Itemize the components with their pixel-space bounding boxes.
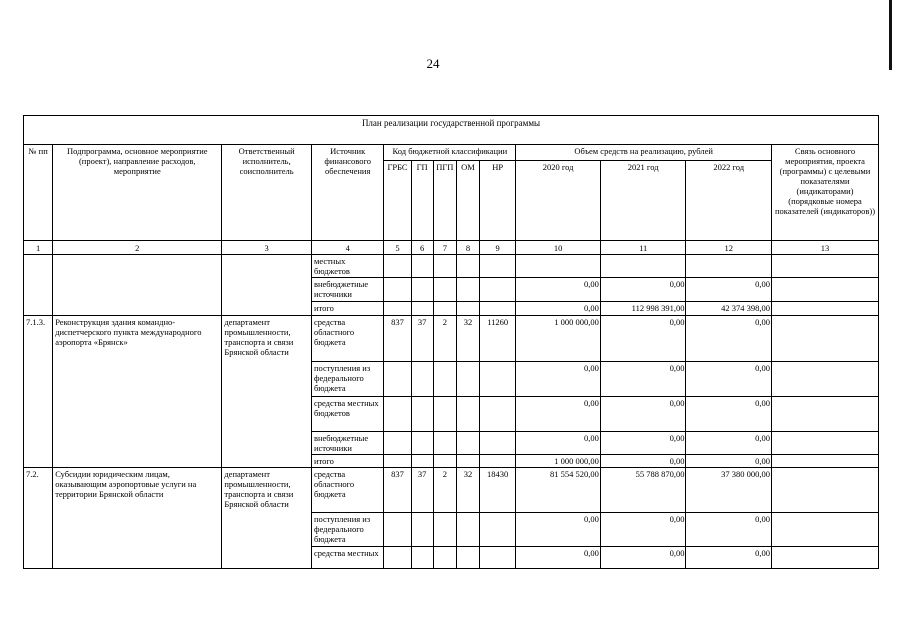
value-2020: 1 000 000,00 bbox=[516, 316, 601, 362]
header-year-2022: 2022 год bbox=[686, 161, 772, 241]
activity-name: Субсидии юридическим лицам, оказывающим аэропортовые услуги на территории Брянской области bbox=[53, 468, 222, 569]
source-cell: итого bbox=[311, 302, 383, 316]
table-row bbox=[24, 468, 879, 513]
col-number: 6 bbox=[411, 241, 433, 255]
source-cell: внебюджетные источники bbox=[311, 278, 383, 302]
value-2020: 0,00 bbox=[516, 432, 601, 455]
row-num-cell: 7.2. bbox=[24, 468, 53, 569]
header-indicators: Связь основного мероприятия, проекта (программы) с целевыми показателями (индикаторами) (порядковые номера показателей (индикаторов)) bbox=[772, 145, 879, 241]
col-number: 3 bbox=[222, 241, 312, 255]
header-grbs: ГРБС bbox=[384, 161, 411, 241]
kbk-gp: 37 bbox=[411, 468, 433, 513]
value-2021: 0,00 bbox=[600, 397, 686, 432]
kbk-pgp: 2 bbox=[433, 316, 456, 362]
value-2020: 0,00 bbox=[516, 302, 601, 316]
table-row bbox=[24, 316, 879, 362]
value-2021: 0,00 bbox=[600, 513, 686, 547]
value-2022: 37 380 000,00 bbox=[686, 468, 772, 513]
header-gp: ГП bbox=[411, 161, 433, 241]
source-cell: поступления из федерального бюджета bbox=[311, 362, 383, 397]
source-cell: итого bbox=[311, 455, 383, 468]
header-num: № пп bbox=[24, 145, 53, 241]
col-number: 5 bbox=[384, 241, 411, 255]
kbk-grbs: 837 bbox=[384, 316, 411, 362]
col-number: 12 bbox=[686, 241, 772, 255]
value-2022: 0,00 bbox=[686, 547, 772, 569]
executor-name: департамент промышленности, транспорта и связи Брянской области bbox=[222, 468, 312, 569]
table-title: План реализации государственной программы bbox=[24, 116, 879, 145]
value-2021: 0,00 bbox=[600, 278, 686, 302]
header-om: ОМ bbox=[456, 161, 479, 241]
scan-edge-mark bbox=[889, 0, 892, 70]
table-row bbox=[24, 255, 879, 278]
col-number: 1 bbox=[24, 241, 53, 255]
value-2021: 0,00 bbox=[600, 455, 686, 468]
col-number: 2 bbox=[53, 241, 222, 255]
kbk-om: 32 bbox=[456, 468, 479, 513]
value-2022: 0,00 bbox=[686, 362, 772, 397]
value-2022 bbox=[686, 255, 772, 278]
value-2022: 42 374 398,00 bbox=[686, 302, 772, 316]
row-num-cell bbox=[24, 255, 53, 316]
col-number: 7 bbox=[433, 241, 456, 255]
value-2020: 1 000 000,00 bbox=[516, 455, 601, 468]
value-2021: 0,00 bbox=[600, 316, 686, 362]
activity-name: Реконструкция здания командно-диспетчерского пункта международного аэропорта «Брянск» bbox=[53, 316, 222, 468]
page-number: 24 bbox=[426, 56, 440, 71]
value-2021 bbox=[600, 255, 686, 278]
value-2020: 0,00 bbox=[516, 547, 601, 569]
value-2022: 0,00 bbox=[686, 397, 772, 432]
value-2020 bbox=[516, 255, 601, 278]
header-year-2021: 2021 год bbox=[600, 161, 686, 241]
program-plan-table bbox=[23, 115, 879, 569]
header-name: Подпрограмма, основное мероприятие (проект), направление расходов, мероприятие bbox=[53, 145, 222, 241]
kbk-nr: 11260 bbox=[480, 316, 516, 362]
header-source: Источник финансового обеспечения bbox=[311, 145, 383, 241]
header-kbk-group: Код бюджетной классификации bbox=[384, 145, 516, 161]
kbk-gp: 37 bbox=[411, 316, 433, 362]
value-2021: 55 788 870,00 bbox=[600, 468, 686, 513]
value-2020: 0,00 bbox=[516, 278, 601, 302]
col-number: 4 bbox=[311, 241, 383, 255]
value-2022: 0,00 bbox=[686, 316, 772, 362]
header-executor: Ответственный исполнитель, соисполнитель bbox=[222, 145, 312, 241]
kbk-nr: 18430 bbox=[480, 468, 516, 513]
col-number: 10 bbox=[516, 241, 601, 255]
value-2021: 0,00 bbox=[600, 432, 686, 455]
row-num-cell: 7.1.3. bbox=[24, 316, 53, 468]
source-cell: средства местных бюджетов bbox=[311, 397, 383, 432]
source-cell: средства местных bbox=[311, 547, 383, 569]
value-2020: 0,00 bbox=[516, 397, 601, 432]
source-cell: средства областного бюджета bbox=[311, 316, 383, 362]
header-pgp: ПГП bbox=[433, 161, 456, 241]
row-name-cell bbox=[53, 255, 222, 316]
source-cell: средства областного бюджета bbox=[311, 468, 383, 513]
value-2022: 0,00 bbox=[686, 278, 772, 302]
kbk-pgp: 2 bbox=[433, 468, 456, 513]
value-2020: 0,00 bbox=[516, 513, 601, 547]
kbk-grbs: 837 bbox=[384, 468, 411, 513]
col-number: 11 bbox=[600, 241, 686, 255]
col-number: 13 bbox=[772, 241, 879, 255]
source-cell: внебюджетные источники bbox=[311, 432, 383, 455]
value-2021: 0,00 bbox=[600, 547, 686, 569]
value-2022: 0,00 bbox=[686, 455, 772, 468]
source-cell: местных бюджетов bbox=[311, 255, 383, 278]
value-2021: 112 998 391,00 bbox=[600, 302, 686, 316]
value-2020: 81 554 520,00 bbox=[516, 468, 601, 513]
header-nr: НР bbox=[480, 161, 516, 241]
executor-name: департамент промышленности, транспорта и связи Брянской области bbox=[222, 316, 312, 468]
col-number: 9 bbox=[480, 241, 516, 255]
value-2022: 0,00 bbox=[686, 513, 772, 547]
row-executor-cell bbox=[222, 255, 312, 316]
source-cell: поступления из федерального бюджета bbox=[311, 513, 383, 547]
value-2020: 0,00 bbox=[516, 362, 601, 397]
value-2022: 0,00 bbox=[686, 432, 772, 455]
col-number: 8 bbox=[456, 241, 479, 255]
header-year-2020: 2020 год bbox=[516, 161, 601, 241]
value-2021: 0,00 bbox=[600, 362, 686, 397]
kbk-om: 32 bbox=[456, 316, 479, 362]
header-funds-group: Объем средств на реализацию, рублей bbox=[516, 145, 772, 161]
